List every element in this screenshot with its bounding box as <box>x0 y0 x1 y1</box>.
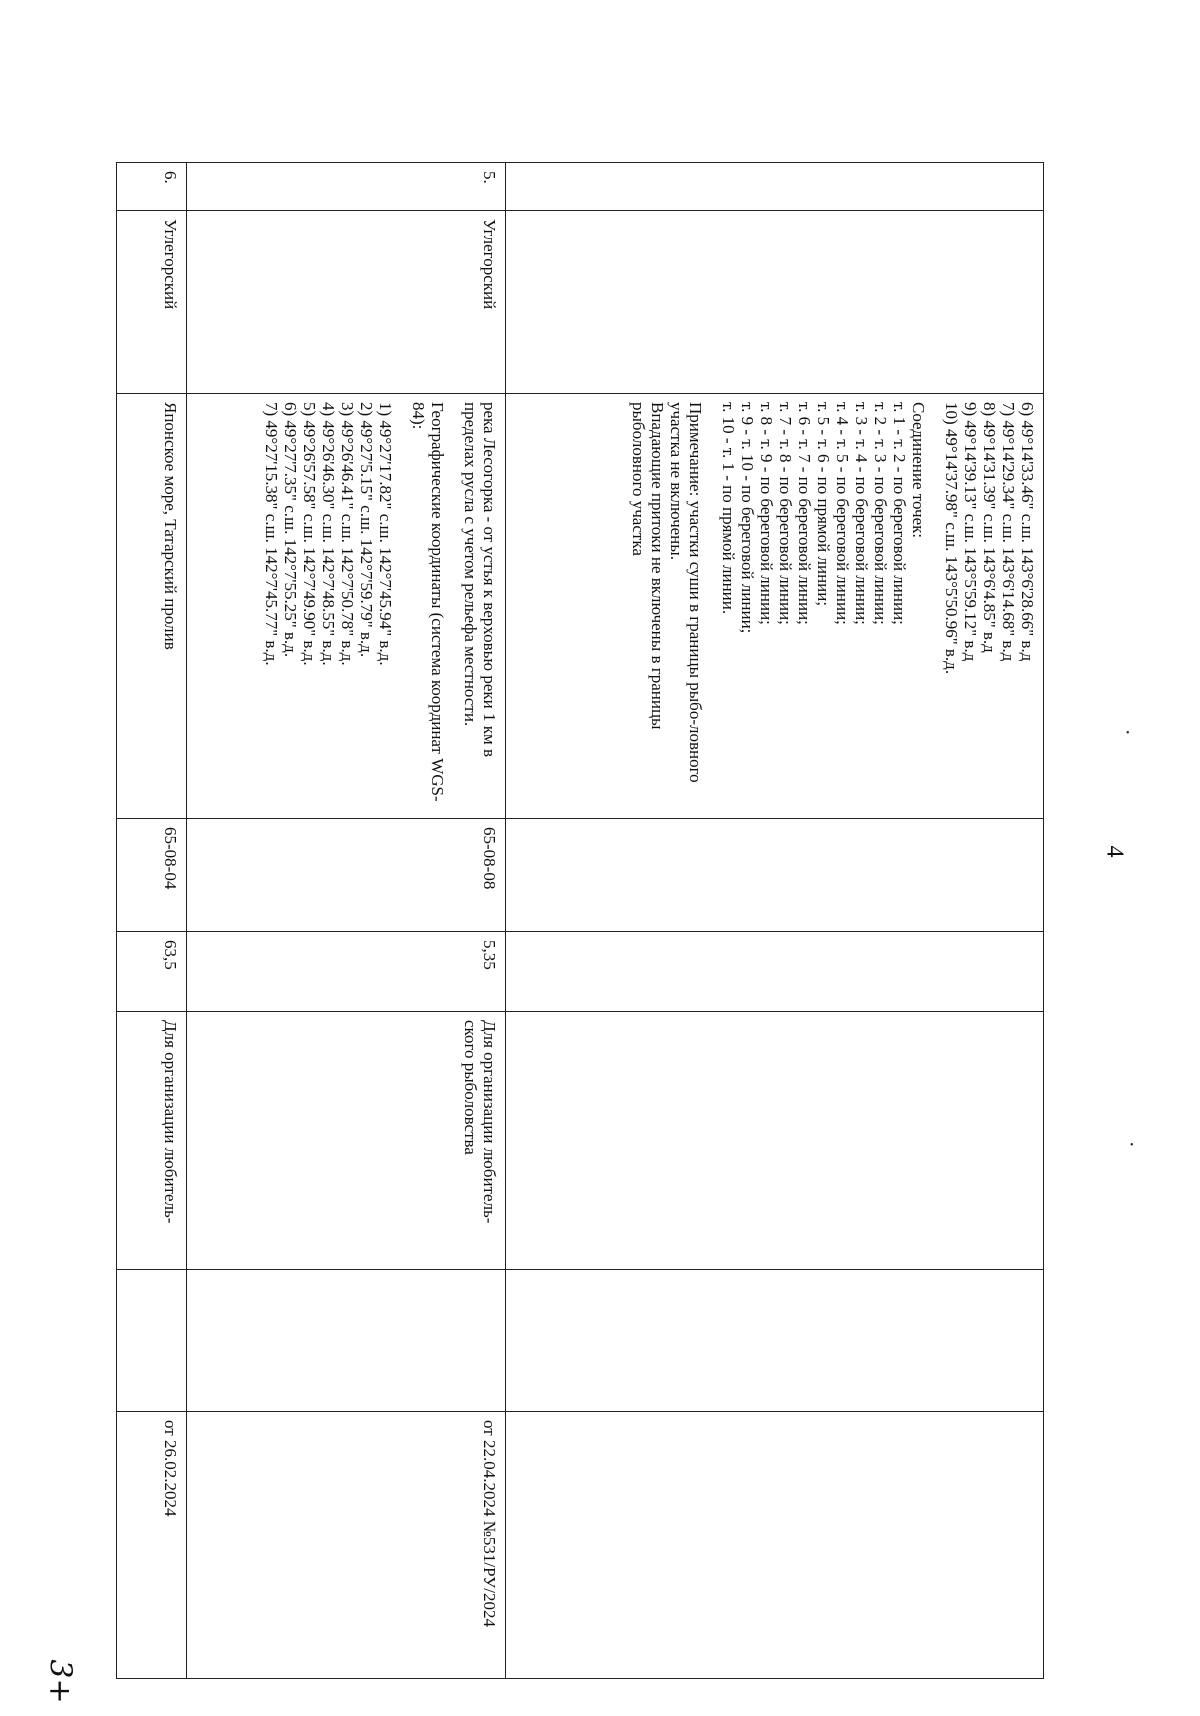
connection: т. 8 - т. 9 - по береговой линии; <box>757 402 776 625</box>
note: Впадающие притоки не включены в границы рыболовного участка <box>629 402 667 730</box>
coordinate: 4) 49°26'46.30" с.ш. 142°7'48.55" в.д. <box>319 402 339 666</box>
continuation-row <box>506 163 1044 1679</box>
description-text: река Лесогорка - от устья к верховью реки 1 км в пределах русла с учетом рельефа местности. <box>461 402 500 758</box>
purpose: Для организации любитель-ского рыболовства <box>187 1012 506 1270</box>
coordinate: 5) 49°26'57.58" с.ш. 142°7'49.90" в.д. <box>300 402 320 666</box>
coordinate: 10) 49°14'37.98" с.ш. 143°5'50.96" в.д. <box>942 402 961 675</box>
district: Углегорский <box>187 211 506 394</box>
page-number: 4 <box>1101 845 1128 858</box>
note: Примечание: участки суши в границы рыбо-ловного участка не включены. <box>667 402 705 783</box>
plot-area: 63,5 <box>117 932 187 1012</box>
district: Углегорский <box>117 211 187 394</box>
connection: т. 7 - т. 8 - по береговой линии; <box>776 402 795 625</box>
table-row <box>187 163 506 1679</box>
connection: т. 1 - т. 2 - по береговой линии; <box>890 402 909 625</box>
document-ref: от 22.04.2024 №531/РУ/2024 <box>187 1412 506 1679</box>
coordinate: 9) 49°14'39.13" с.ш. 143°5'59.12" в.д <box>961 402 980 662</box>
coordinate: 8) 49°14'31.39" с.ш. 143°6'4.85" в.д <box>980 402 999 653</box>
document-ref: от 26.02.2024 <box>117 1412 187 1679</box>
connection: т. 3 - т. 4 - по береговой линии; <box>852 402 871 625</box>
coordinate: 6) 49°14'33.46" с.ш. 143°6'28.66" в.д <box>1018 402 1037 662</box>
coordinate-title: Географические координаты (система координат WGS-84): <box>409 402 448 802</box>
scan-speck: • <box>1126 728 1130 739</box>
scan-speck: • <box>1130 1140 1134 1151</box>
row-number: 5. <box>187 163 506 211</box>
connection: т. 6 - т. 7 - по береговой линии; <box>795 402 814 625</box>
purpose: Для организации любитель- <box>117 1012 187 1270</box>
description: Японское море, Татарский пролив <box>117 394 187 819</box>
coordinate: 3) 49°26'46.41" с.ш. 142°7'50.78" в.д. <box>338 402 358 666</box>
connection-title: Соединение точек: <box>909 402 928 539</box>
connection: т. 5 - т. 6 - по прямой линии; <box>814 402 833 607</box>
continuation-cell <box>506 394 1044 819</box>
plot-area: 5,35 <box>187 932 506 1012</box>
coordinate: 1) 49°27'17.82" с.ш. 142°7'45.94" в.д. <box>376 402 396 666</box>
row-number: 6. <box>117 163 187 211</box>
coordinate: 7) 49°14'29.34" с.ш. 143°6'14.68" в.д <box>999 402 1018 662</box>
handwritten-mark: 3+ <box>42 1659 78 1704</box>
connection: т. 4 - т. 5 - по береговой линии; <box>833 402 852 625</box>
coordinate: 2) 49°27'5.15" с.ш. 142°7'59.79" в.д. <box>357 402 377 658</box>
plot-code: 65-08-08 <box>187 819 506 932</box>
land-plot-table <box>116 162 1044 1678</box>
plot-code: 65-08-04 <box>117 819 187 932</box>
coordinate: 7) 49°27'15.38" с.ш. 142°7'45.77" в.д. <box>262 402 282 666</box>
connection: т. 2 - т. 3 - по береговой линии; <box>871 402 890 625</box>
table-row <box>117 163 187 1679</box>
coordinate: 6) 49°27'7.35" с.ш. 142°7'55.25" в.д. <box>281 402 301 658</box>
connection: т. 9 - т. 10 - по береговой линии; <box>738 402 757 634</box>
description <box>187 394 506 819</box>
connection: т. 10 - т. 1 - по прямой линии. <box>719 402 738 615</box>
